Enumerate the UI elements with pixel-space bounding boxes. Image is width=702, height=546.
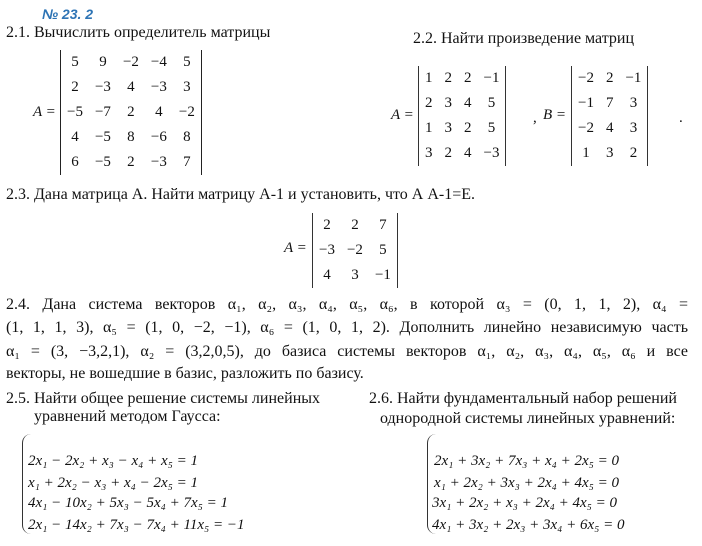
matrix-cell: 4 bbox=[127, 79, 135, 95]
task-2-5-title: 2.5. Найти общее решение системы линейных bbox=[6, 390, 321, 407]
matrix-cell: 3 bbox=[425, 145, 433, 161]
matrix-cell: 1 bbox=[425, 70, 433, 86]
matrix-cell: 2 bbox=[127, 104, 135, 120]
equation-2-5-1: 2x₁ − 2x₂ + x₃ − x₄ + x₅ = 1 bbox=[28, 453, 198, 469]
task-2-4-line3: α₁ = (3, −3,2,1), α₂ = (3,2,0,5), до базиса системы векторов α₁, α₂, α₃, α₄, α₅, α₆ и все bbox=[6, 343, 688, 360]
matrix-cell: −3 bbox=[150, 79, 167, 95]
matrix-row bbox=[61, 125, 202, 150]
matrix-a-2-2 bbox=[418, 66, 506, 166]
matrix-cell: 5 bbox=[183, 54, 191, 70]
matrix-cell: 4 bbox=[464, 145, 472, 161]
matrix-cell: 2 bbox=[127, 154, 135, 170]
problem-number: № 23. 2 bbox=[42, 6, 94, 22]
matrix-cell: −5 bbox=[94, 129, 111, 145]
matrix-row bbox=[61, 150, 202, 175]
matrix-row bbox=[419, 66, 506, 91]
matrix-cell: 7 bbox=[183, 154, 191, 170]
matrix-row bbox=[572, 66, 648, 91]
matrix-cell: 3 bbox=[183, 79, 191, 95]
equation-2-6-2: x₁ + 2x₂ + 3x₃ + 2x₄ + 4x₅ = 0 bbox=[434, 475, 619, 491]
matrix-cell: −2 bbox=[578, 120, 594, 136]
equation-2-5-2: x₁ + 2x₂ − x₃ + x₄ − 2x₅ = 1 bbox=[28, 475, 198, 491]
matrix-separator: , bbox=[533, 110, 537, 126]
matrix-cell: −3 bbox=[94, 79, 111, 95]
task-2-5-subtitle: уравнений методом Гаусса: bbox=[34, 408, 221, 425]
task-2-1-label: A = bbox=[33, 104, 56, 120]
matrix-cell: 4 bbox=[323, 267, 331, 283]
matrix-cell: −1 bbox=[625, 70, 642, 86]
matrix-cell: −3 bbox=[483, 145, 500, 161]
task-2-6-subtitle: однородной системы линейных уравнений: bbox=[380, 410, 676, 427]
matrix-row bbox=[61, 75, 202, 100]
matrix-cell: −2 bbox=[178, 104, 195, 120]
matrix-row bbox=[419, 91, 506, 116]
matrix-cell: −3 bbox=[319, 242, 335, 258]
matrix-cell: 5 bbox=[379, 242, 387, 258]
matrix-cell: 1 bbox=[582, 145, 590, 161]
matrix-row bbox=[419, 141, 506, 166]
matrix-cell: −2 bbox=[346, 242, 363, 258]
matrix-cell: 2 bbox=[425, 95, 433, 111]
matrix-cell: 8 bbox=[127, 129, 135, 145]
matrix-cell: −1 bbox=[483, 70, 500, 86]
matrix-cell: −2 bbox=[578, 70, 594, 86]
task-2-2-label-a: A = bbox=[391, 107, 414, 123]
equation-2-6-4: 4x₁ + 3x₂ + 2x₃ + 3x₄ + 6x₅ = 0 bbox=[432, 517, 625, 533]
matrix-cell: 7 bbox=[379, 217, 387, 233]
matrix-cell: 2 bbox=[71, 79, 79, 95]
matrix-cell: 4 bbox=[464, 95, 472, 111]
matrix-row bbox=[313, 213, 398, 238]
task-2-4-line2: (1, 1, 1, 3), α₅ = (1, 0, −2, −1), α₆ = (1, 0, 1, 2). Дополнить линейно независимую часть bbox=[6, 319, 688, 336]
matrix-cell: 4 bbox=[71, 129, 79, 145]
equation-2-5-4: 2x₁ − 14x₂ + 7x₃ − 7x₄ + 11x₅ = −1 bbox=[28, 517, 245, 533]
matrix-row bbox=[419, 116, 506, 141]
matrix-cell: −1 bbox=[374, 267, 391, 283]
task-2-3-label: A = bbox=[284, 240, 307, 256]
matrix-cell: 2 bbox=[323, 217, 331, 233]
matrix-cell: 7 bbox=[605, 95, 614, 111]
matrix-cell: 4 bbox=[155, 104, 163, 120]
matrix-cell: 3 bbox=[629, 95, 638, 111]
task-2-2-label-b: B = bbox=[543, 107, 567, 123]
matrix-cell: 8 bbox=[183, 129, 191, 145]
matrix-cell: 2 bbox=[351, 217, 359, 233]
equation-2-6-1: 2x₁ + 3x₂ + 7x₃ + x₄ + 2x₅ = 0 bbox=[434, 453, 619, 469]
equation-2-6-3: 3x₁ + 2x₂ + x₃ + 2x₄ + 4x₅ = 0 bbox=[432, 495, 617, 511]
task-2-1-title: 2.1. Вычислить определитель матрицы bbox=[6, 24, 271, 41]
matrix-cell: −5 bbox=[94, 154, 111, 170]
matrix-cell: 2 bbox=[464, 120, 472, 136]
matrix-end: . bbox=[679, 110, 683, 126]
matrix-cell: 3 bbox=[605, 145, 614, 161]
matrix-cell: −3 bbox=[150, 154, 167, 170]
matrix-cell: 3 bbox=[444, 95, 452, 111]
matrix-cell: 5 bbox=[487, 95, 496, 111]
matrix-cell: −2 bbox=[122, 54, 139, 70]
matrix-cell: 5 bbox=[487, 120, 496, 136]
matrix-row bbox=[313, 263, 398, 288]
equation-2-5-3: 4x₁ − 10x₂ + 5x₃ − 5x₄ + 7x₅ = 1 bbox=[28, 495, 228, 511]
matrix-cell: 3 bbox=[351, 267, 359, 283]
matrix-row bbox=[313, 238, 398, 263]
task-2-4-line1: 2.4. Дана система векторов α₁, α₂, α₃, α₄, α₅, α₆, в которой α₃ = (0, 1, 1, 2), α₄ = bbox=[6, 296, 688, 313]
matrix-cell: −7 bbox=[94, 104, 111, 120]
matrix-row bbox=[572, 141, 648, 166]
task-2-2-title: 2.2. Найти произведение матриц bbox=[413, 30, 635, 47]
matrix-cell: 5 bbox=[71, 54, 79, 70]
matrix-row bbox=[572, 91, 648, 116]
matrix-row bbox=[61, 100, 202, 125]
matrix-cell: 6 bbox=[71, 154, 79, 170]
matrix-cell: 2 bbox=[464, 70, 472, 86]
matrix-cell: 1 bbox=[425, 120, 433, 136]
matrix-cell: 4 bbox=[605, 120, 614, 136]
matrix-row bbox=[572, 116, 648, 141]
matrix-cell: 2 bbox=[444, 70, 452, 86]
matrix-cell: −4 bbox=[150, 54, 167, 70]
determinant-matrix-2-1 bbox=[60, 50, 202, 175]
matrix-cell: 3 bbox=[629, 120, 638, 136]
task-2-6-title: 2.6. Найти фундаментальный набор решений bbox=[369, 390, 677, 407]
matrix-row bbox=[61, 50, 202, 75]
matrix-cell: 2 bbox=[629, 145, 638, 161]
task-2-4-line4: векторы, не вошедшие в базис, разложить по базису. bbox=[6, 365, 364, 382]
matrix-2-3 bbox=[312, 213, 398, 288]
matrix-cell: −6 bbox=[150, 129, 167, 145]
matrix-b-2-2 bbox=[571, 66, 648, 166]
matrix-cell: −5 bbox=[67, 104, 83, 120]
matrix-cell: 9 bbox=[99, 54, 107, 70]
matrix-cell: 3 bbox=[444, 120, 452, 136]
matrix-cell: 2 bbox=[444, 145, 452, 161]
matrix-cell: −1 bbox=[578, 95, 594, 111]
task-2-3-title: 2.3. Дана матрица А. Найти матрицу А-1 и установить, что А А-1=Е. bbox=[6, 186, 476, 203]
matrix-cell: 2 bbox=[605, 70, 614, 86]
